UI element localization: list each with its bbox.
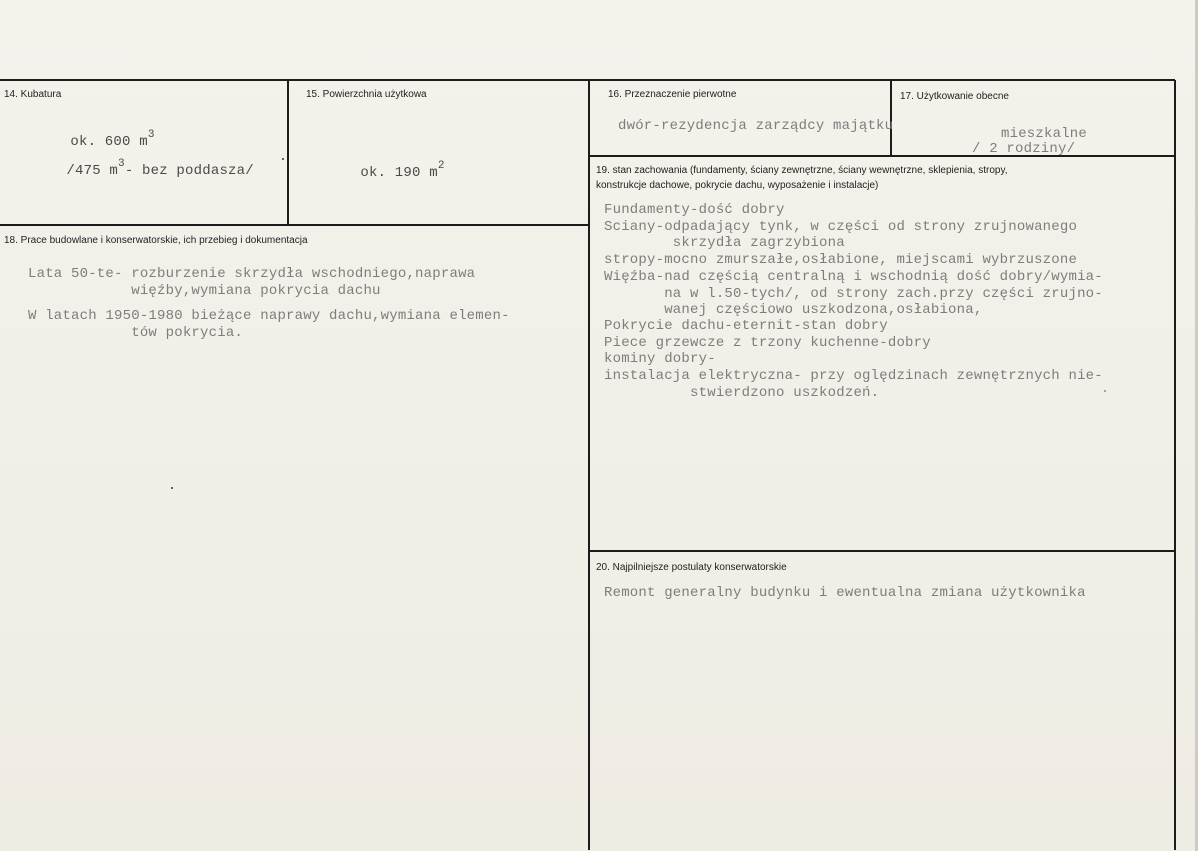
powierzchnia-unit-exp: 2 <box>437 160 445 172</box>
stan-label-line2: konstrukcje dachowe, pokrycie dachu, wyposażenie i instalacje) <box>596 180 879 191</box>
uzytkowanie-line2: / 2 rodziny/ <box>972 141 1076 157</box>
stan-line12: stwierdzono uszkodzeń. <box>604 385 880 401</box>
powierzchnia-label: 15. Powierzchnia użytkowa <box>306 89 427 100</box>
postulaty-value: Remont generalny budynku i ewentualna zmiana użytkownika <box>604 585 1086 601</box>
powierzchnia-value <box>326 148 445 199</box>
stan-line8: Pokrycie dachu-eternit-stan dobry <box>604 318 888 334</box>
prace-line3: W latach 1950-1980 bieżące naprawy dachu,wymiana elemen- <box>28 308 510 324</box>
stan-line9: Piece grzewcze z trzony kuchenne-dobry <box>604 335 931 351</box>
kubatura-alt-volume: /475 m <box>66 163 119 179</box>
right-border <box>1174 80 1176 850</box>
stan-line2: Sciany-odpadający tynk, w części od strony zrujnowanego <box>604 219 1078 235</box>
stan-line5: Więźba-nad częścią centralną i wschodnią dość dobry/wymia- <box>604 269 1103 285</box>
paper-speck <box>282 158 284 160</box>
przeznaczenie-value: dwór-rezydencja zarządcy majątku <box>618 118 894 134</box>
powierzchnia-area: ok. 190 m <box>360 165 438 181</box>
field19-bottom-rule <box>589 550 1175 552</box>
kubatura-unit-exp: 3 <box>147 129 155 141</box>
divider-14-15 <box>287 80 289 226</box>
przeznaczenie-label: 16. Przeznaczenie pierwotne <box>608 89 737 100</box>
uzytkowanie-line1: mieszkalne <box>1001 126 1088 142</box>
prace-label: 18. Prace budowlane i konserwatorskie, ich przebieg i dokumentacja <box>4 235 308 246</box>
stan-line6: na w l.50-tych/, od strony zach.przy części zrujno- <box>604 286 1103 302</box>
kubatura-alt-unit-exp: 3 <box>118 158 125 170</box>
stan-line3: skrzydła zagrzybiona <box>604 235 845 251</box>
stan-line10: kominy dobry- <box>604 351 716 367</box>
stan-label-line1: 19. stan zachowania (fundamenty, ściany zewnętrzne, ściany wewnętrzne, sklepienia, stropy, <box>596 165 1008 176</box>
kubatura-volume: ok. 600 m <box>70 134 148 150</box>
stan-line1: Fundamenty-dość dobry <box>604 202 785 218</box>
prace-line1: Lata 50-te- rozburzenie skrzydła wschodniego,naprawa <box>28 266 476 282</box>
kubatura-label: 14. Kubatura <box>4 89 62 100</box>
prace-line4: tów pokrycia. <box>28 325 244 341</box>
kubatura-value-line2 <box>32 146 254 197</box>
row1-rule-left <box>0 224 589 226</box>
stan-line7: wanej częściowo uszkodzona,osłabiona, <box>604 302 983 318</box>
row1-rule-right <box>589 155 1175 157</box>
postulaty-label: 20. Najpilniejsze postulaty konserwatorskie <box>596 562 787 573</box>
paper-speck <box>171 487 173 489</box>
prace-line2: więźby,wymiana pokrycia dachu <box>28 283 381 299</box>
stan-line11: instalacja elektryczna- przy oględzinach zewnętrznych nie- <box>604 368 1103 384</box>
stan-line4: stropy-mocno zmurszałe,osłabione, miejscami wybrzuszone <box>604 252 1078 268</box>
paper-speck <box>1104 390 1106 392</box>
kubatura-alt-note: - bez poddasza/ <box>124 163 254 179</box>
center-divider <box>588 80 590 850</box>
uzytkowanie-label: 17. Użytkowanie obecne <box>900 91 1009 102</box>
